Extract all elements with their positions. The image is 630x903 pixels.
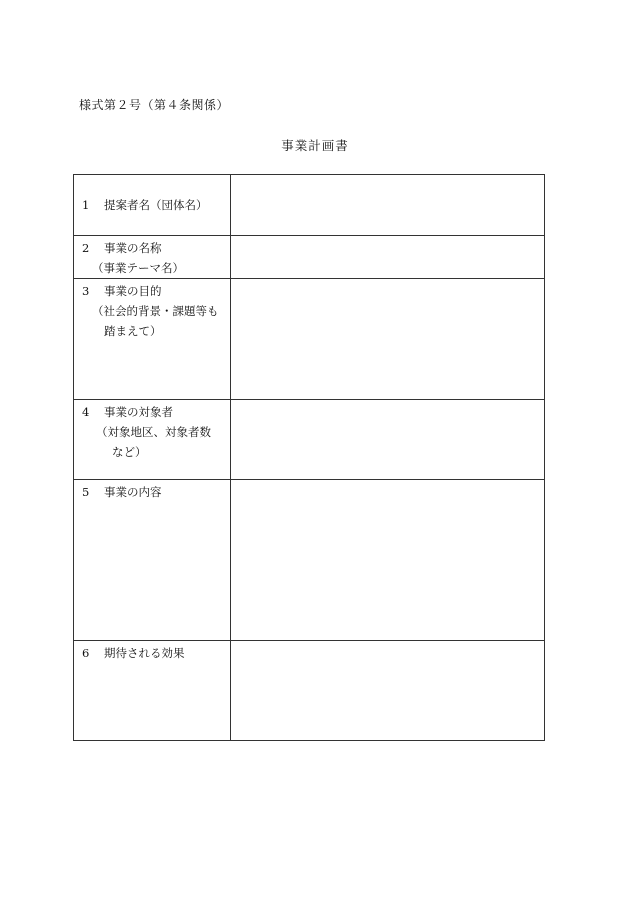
- document-title: 事業計画書: [281, 138, 349, 153]
- table-row-content: [74, 480, 545, 641]
- row-sublabel: （事業テーマ名）: [92, 261, 184, 275]
- label-cell-target: [74, 400, 231, 480]
- row-label: 事業の内容: [104, 485, 162, 499]
- input-cell-applicant[interactable]: [231, 175, 545, 236]
- row-label: 事業の名称: [104, 241, 162, 255]
- label-cell-applicant: [74, 175, 231, 236]
- table-row-effects: [74, 641, 545, 741]
- row-number: 2: [82, 241, 90, 255]
- row-label: 期待される効果: [104, 646, 185, 660]
- plan-table: [73, 174, 545, 741]
- row-label: 事業の対象者: [104, 405, 173, 419]
- table-row-applicant: [74, 175, 545, 236]
- row-sublabel: 踏まえて）: [104, 324, 162, 338]
- table-row-target: [74, 400, 545, 480]
- table-row-project-name: [74, 236, 545, 279]
- input-cell-purpose[interactable]: [231, 279, 545, 400]
- row-sublabel: など）: [112, 445, 147, 459]
- input-cell-target[interactable]: [231, 400, 545, 480]
- row-number: 6: [82, 646, 90, 660]
- row-number: 4: [82, 405, 90, 419]
- row-sublabel: （対象地区、対象者数: [96, 425, 211, 439]
- input-cell-project-name[interactable]: [231, 236, 545, 279]
- input-cell-effects[interactable]: [231, 641, 545, 741]
- form-number: 様式第２号（第４条関係）: [79, 98, 230, 112]
- label-cell-effects: [74, 641, 231, 741]
- label-cell-purpose: [74, 279, 231, 400]
- row-number: 1: [82, 198, 90, 212]
- table-row-purpose: [74, 279, 545, 400]
- row-number: 3: [82, 284, 90, 298]
- input-cell-content[interactable]: [231, 480, 545, 641]
- row-sublabel: （社会的背景・課題等も: [92, 304, 219, 318]
- label-cell-content: [74, 480, 231, 641]
- label-cell-project-name: [74, 236, 231, 279]
- row-number: 5: [82, 485, 90, 499]
- row-label: 事業の目的: [104, 284, 162, 298]
- row-label: 提案者名（団体名）: [104, 198, 208, 212]
